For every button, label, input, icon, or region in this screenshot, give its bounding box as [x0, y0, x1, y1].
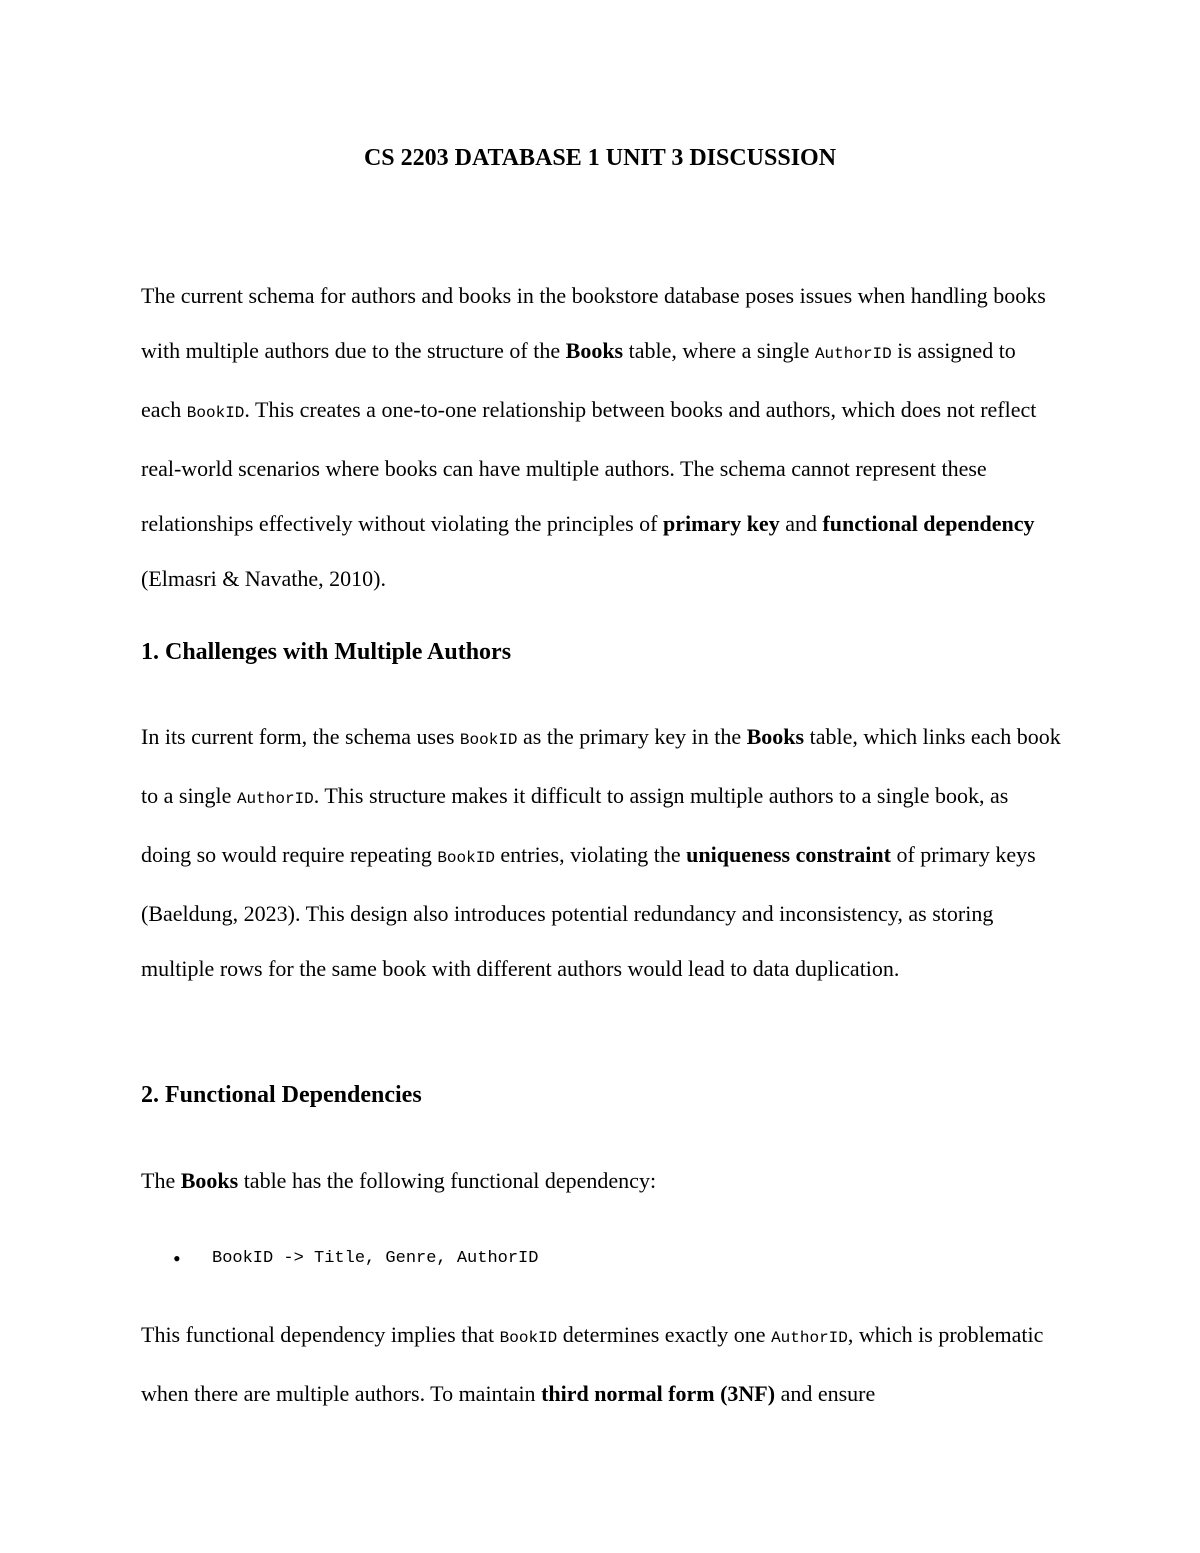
text-run: entries, violating the: [494, 842, 687, 867]
text-run: and: [779, 511, 823, 536]
text-run: The current schema for authors and books in the bookstore database poses issues when handling books with multiple authors due to the structure of the: [141, 283, 1046, 363]
text-run: and ensure: [775, 1381, 876, 1406]
code-term: BookID: [186, 404, 245, 422]
document-title: CS 2203 DATABASE 1 UNIT 3 DISCUSSION: [363, 145, 837, 171]
functional-dependency-code: BookID -> Title, Genre, AuthorID: [212, 1249, 539, 1268]
code-term: BookID: [437, 849, 495, 867]
text-run: table has the following functional dependency:: [238, 1168, 657, 1193]
text-run: . This creates a one-to-one relationship between books and authors, which does not reflect real-world scenarios where books can have multiple authors. The schema cannot represent these relationships effectively without violating the principles of: [141, 397, 1037, 536]
text-run: as the primary key in the: [517, 724, 747, 749]
bold-term: uniqueness constraint: [686, 842, 891, 867]
section1-paragraph: [141, 709, 1061, 996]
bold-term: third normal form (3NF): [541, 1381, 776, 1406]
text-run: (Elmasri & Navathe, 2010).: [141, 566, 386, 591]
bold-term: Books: [565, 338, 624, 363]
code-term: AuthorID: [236, 790, 314, 808]
intro-paragraph: [141, 268, 1061, 606]
text-run: In its current form, the schema uses: [141, 724, 460, 749]
text-run: determines exactly one: [557, 1322, 772, 1347]
bullet-list-item: [141, 1242, 1061, 1274]
text-run: table, which links each book to a single: [141, 724, 1061, 808]
text-run: of primary keys (Baeldung, 2023). This design also introduces potential redundancy and inconsistency, as storing multiple rows for the same book with different authors would lead to data duplication.: [141, 842, 1036, 981]
bold-term: Books: [746, 724, 805, 749]
code-term: AuthorID: [771, 1329, 848, 1347]
section2-intro: [141, 1153, 1061, 1208]
section2-heading: 2. Functional Dependencies: [141, 1082, 422, 1108]
section1-heading: 1. Challenges with Multiple Authors: [141, 639, 512, 665]
text-run: This functional dependency implies that: [141, 1322, 500, 1347]
text-run: . This structure makes it difficult to assign multiple authors to a single book, as doing so would require repeating: [141, 783, 1009, 867]
code-term: BookID: [459, 731, 518, 749]
code-term: AuthorID: [814, 345, 892, 363]
text-run: is assigned to each: [141, 338, 1016, 422]
bold-term: primary key: [662, 511, 780, 536]
text-run: , which is problematic when there are multiple authors. To maintain: [141, 1322, 1044, 1406]
bullet-icon: •: [173, 1246, 181, 1271]
text-run: The: [141, 1168, 181, 1193]
code-term: BookID: [499, 1329, 558, 1347]
section2-paragraph: [141, 1307, 1061, 1421]
bold-term: Books: [180, 1168, 239, 1193]
bold-term: functional dependency: [822, 511, 1035, 536]
text-run: table, where a single: [623, 338, 815, 363]
